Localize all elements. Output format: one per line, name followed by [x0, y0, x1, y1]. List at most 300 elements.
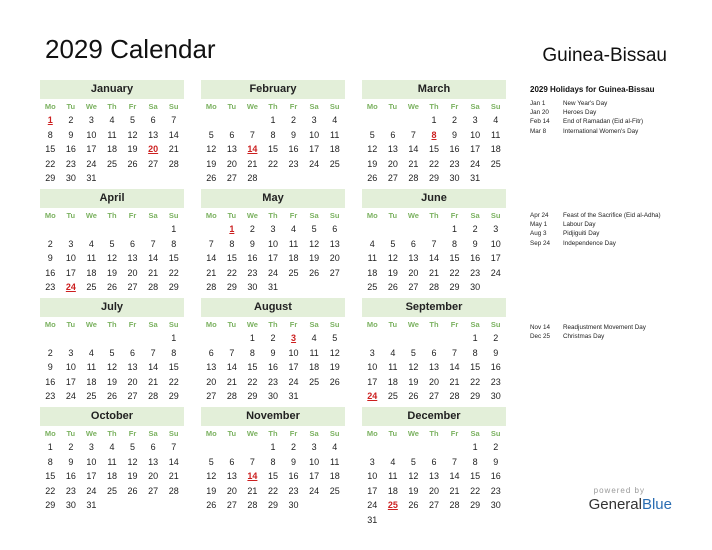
month-february	[201, 80, 345, 186]
holiday-name: Christmas Day	[563, 333, 605, 341]
day-grid	[362, 113, 506, 186]
weekday-label: Mo	[205, 102, 217, 111]
weekday-label: Su	[329, 320, 340, 329]
day-cell: 12	[127, 129, 138, 140]
day-cell: 9	[452, 129, 458, 140]
weekday-label: Fr	[450, 320, 459, 329]
day-cell: 18	[329, 144, 340, 154]
day-cell: 28	[449, 500, 460, 510]
day-cell: 25	[86, 282, 97, 292]
holiday-name: Pidjiguiti Day	[563, 230, 600, 238]
day-cell: 19	[367, 158, 378, 169]
day-cell: 8	[472, 347, 478, 358]
day-cell: 1	[452, 224, 458, 234]
weekday-label: Sa	[309, 429, 319, 438]
day-cell: 17	[309, 144, 320, 154]
month-name: December	[362, 407, 506, 426]
day-cell: 17	[309, 471, 320, 481]
day-cell: 9	[47, 253, 53, 263]
day-cell: 28	[408, 173, 419, 183]
day-cell: 12	[106, 362, 117, 372]
holiday-date: Feb 14	[530, 118, 550, 126]
day-cell: 26	[206, 173, 217, 183]
holiday-item	[530, 99, 643, 108]
day-cell: 11	[330, 456, 340, 467]
day-cell: 25	[86, 391, 97, 401]
day-cell: 18	[387, 485, 398, 496]
day-cell: 12	[206, 144, 217, 154]
day-grid	[40, 113, 184, 186]
empty-cell	[383, 331, 404, 346]
day-cell: 27	[148, 485, 159, 496]
powered-by-text: powered by	[593, 486, 645, 495]
empty-cell	[143, 331, 164, 346]
day-cell: 18	[288, 253, 299, 263]
weekday-label: Fr	[128, 320, 137, 329]
weekday-label: Tu	[66, 429, 76, 438]
day-cell: 23	[449, 158, 460, 169]
day-cell: 22	[45, 485, 56, 496]
empty-cell	[102, 222, 123, 237]
day-cell: 2	[452, 115, 458, 125]
day-cell: 9	[249, 238, 255, 249]
day-cell: 14	[408, 144, 419, 154]
day-cell: 25	[309, 376, 320, 387]
weekday-header	[201, 100, 345, 113]
weekday-label: Sa	[148, 211, 158, 220]
weekday-label: We	[246, 429, 258, 438]
empty-cell	[242, 113, 263, 128]
day-cell: 3	[311, 442, 317, 452]
weekday-label: Th	[268, 211, 278, 220]
weekday-header	[201, 318, 345, 331]
day-cell: 18	[86, 267, 97, 278]
day-cell: 25	[329, 158, 340, 169]
day-cell: 20	[408, 267, 419, 278]
day-cell: 6	[150, 442, 156, 452]
holiday-name: International Women's Day	[563, 127, 639, 135]
day-cell: 30	[65, 173, 76, 183]
day-cell: 28	[226, 391, 237, 401]
day-cell: 24	[490, 267, 501, 278]
day-cell: 13	[148, 456, 159, 467]
day-cell: 13	[226, 144, 237, 154]
day-grid	[40, 331, 184, 418]
day-cell: 10	[367, 362, 378, 372]
day-cell: 16	[288, 471, 299, 481]
day-cell: 27	[408, 282, 419, 292]
day-cell: 3	[369, 347, 375, 358]
weekday-label: Fr	[289, 102, 298, 111]
weekday-label: Su	[329, 429, 340, 438]
day-cell: 11	[107, 129, 117, 140]
day-cell: 6	[130, 347, 136, 358]
day-cell: 2	[47, 238, 53, 249]
day-cell: 15	[247, 362, 258, 372]
day-cell: 26	[206, 500, 217, 510]
weekday-label: Mo	[205, 429, 217, 438]
day-cell: 31	[470, 173, 481, 183]
weekday-label: Fr	[289, 211, 298, 220]
weekday-label: Sa	[470, 211, 480, 220]
day-cell: 23	[65, 485, 76, 496]
day-cell: 23	[288, 158, 299, 169]
weekday-label: Tu	[388, 102, 398, 111]
weekday-label: Tu	[227, 102, 237, 111]
day-cell: 24	[288, 376, 299, 387]
day-cell: 17	[490, 253, 501, 263]
day-cell: 14	[148, 362, 159, 372]
day-cell: 16	[449, 144, 460, 154]
day-grid	[201, 113, 345, 186]
empty-cell	[122, 222, 143, 237]
day-cell: 7	[431, 238, 437, 249]
weekday-label: Su	[329, 102, 340, 111]
day-cell: 7	[229, 347, 235, 358]
day-cell: 19	[206, 158, 217, 169]
day-cell: 14	[226, 362, 237, 372]
empty-cell	[403, 222, 424, 237]
holiday-date: Nov 14	[530, 324, 550, 331]
day-cell: 20	[387, 158, 398, 169]
day-cell: 30	[490, 500, 501, 510]
month-name: April	[40, 189, 184, 208]
day-cell: 29	[470, 500, 481, 510]
day-cell: 13	[408, 253, 419, 263]
day-cell: 13	[428, 471, 439, 481]
day-cell: 8	[171, 238, 177, 249]
holiday-group	[530, 99, 643, 136]
empty-cell	[444, 440, 465, 455]
weekday-label: Th	[429, 320, 439, 329]
weekday-label: Su	[168, 102, 179, 111]
day-cell: 1	[270, 115, 276, 125]
weekday-label: Sa	[470, 320, 480, 329]
month-august	[201, 298, 345, 404]
day-cell: 1	[171, 224, 177, 234]
day-cell: 5	[332, 333, 338, 343]
day-cell: 22	[168, 267, 179, 278]
empty-cell	[362, 440, 383, 455]
empty-cell	[61, 331, 82, 346]
day-cell: 16	[45, 267, 56, 278]
empty-cell	[81, 222, 102, 237]
empty-cell	[201, 331, 222, 346]
day-cell: 16	[65, 144, 76, 154]
empty-cell	[403, 440, 424, 455]
day-cell: 16	[288, 144, 299, 154]
day-cell: 3	[88, 442, 94, 452]
day-cell: 6	[390, 129, 396, 140]
day-cell: 30	[65, 500, 76, 510]
day-cell: 13	[387, 144, 398, 154]
day-cell: 8	[47, 456, 53, 467]
day-cell: 20	[127, 267, 138, 278]
month-october	[40, 407, 184, 513]
day-cell: 9	[493, 347, 499, 358]
empty-cell	[201, 113, 222, 128]
holiday-date: Sep 24	[530, 239, 550, 247]
weekday-header	[362, 100, 506, 113]
day-cell: 5	[311, 224, 317, 234]
day-cell: 24	[65, 391, 76, 401]
day-cell: 30	[490, 391, 501, 401]
day-cell: 18	[367, 267, 378, 278]
day-cell: 6	[130, 238, 136, 249]
day-grid	[201, 440, 345, 513]
day-cell: 26	[106, 391, 117, 401]
weekday-label: We	[246, 320, 258, 329]
holiday-item	[530, 108, 643, 117]
day-cell: 28	[428, 282, 439, 292]
day-cell: 10	[86, 456, 97, 467]
day-cell: 20	[127, 376, 138, 387]
day-cell: 25	[288, 267, 299, 278]
day-cell: 5	[208, 456, 214, 467]
day-cell: 21	[408, 158, 419, 169]
holiday-day-cell: 24	[65, 282, 76, 292]
holiday-day-cell: 20	[148, 144, 159, 154]
day-cell: 2	[270, 333, 276, 343]
weekday-label: Tu	[227, 211, 237, 220]
weekday-header	[201, 209, 345, 222]
day-cell: 6	[431, 456, 437, 467]
day-cell: 27	[387, 173, 398, 183]
holiday-day-cell: 3	[291, 333, 297, 343]
day-cell: 15	[267, 144, 278, 154]
day-cell: 29	[247, 391, 258, 401]
empty-cell	[222, 440, 243, 455]
day-cell: 6	[229, 129, 235, 140]
day-grid	[40, 222, 184, 309]
weekday-label: Th	[107, 102, 117, 111]
empty-cell	[424, 440, 445, 455]
day-cell: 3	[270, 224, 276, 234]
day-cell: 5	[369, 129, 375, 140]
day-cell: 4	[332, 442, 338, 452]
holiday-date: Aug 3	[530, 230, 547, 238]
weekday-label: We	[246, 102, 258, 111]
holiday-name: Independence Day	[563, 239, 616, 247]
day-cell: 23	[45, 282, 56, 292]
weekday-label: Tu	[388, 211, 398, 220]
holiday-day-cell: 14	[247, 144, 258, 154]
day-cell: 7	[452, 456, 458, 467]
day-cell: 3	[311, 115, 317, 125]
day-cell: 8	[171, 347, 177, 358]
day-cell: 15	[45, 144, 56, 154]
day-cell: 4	[390, 347, 396, 358]
day-cell: 20	[226, 485, 237, 496]
day-cell: 17	[65, 267, 76, 278]
holiday-item	[530, 220, 661, 229]
day-cell: 14	[206, 253, 217, 263]
holiday-item	[530, 323, 646, 332]
weekday-label: We	[407, 211, 419, 220]
day-cell: 27	[226, 173, 237, 183]
day-cell: 23	[45, 391, 56, 401]
day-cell: 17	[288, 362, 299, 372]
weekday-label: Th	[429, 429, 439, 438]
weekday-label: Su	[490, 211, 501, 220]
month-january	[40, 80, 184, 186]
weekday-label: Th	[429, 102, 439, 111]
empty-cell	[424, 331, 445, 346]
day-cell: 23	[267, 376, 278, 387]
day-cell: 5	[208, 129, 214, 140]
day-cell: 6	[229, 456, 235, 467]
weekday-label: Sa	[470, 429, 480, 438]
empty-cell	[362, 331, 383, 346]
day-cell: 5	[109, 347, 115, 358]
day-cell: 24	[86, 485, 97, 496]
day-cell: 25	[367, 282, 378, 292]
day-cell: 12	[106, 253, 117, 263]
day-cell: 3	[472, 115, 478, 125]
day-cell: 24	[309, 485, 320, 496]
day-cell: 22	[226, 267, 237, 278]
day-cell: 9	[472, 238, 478, 249]
weekday-label: We	[85, 102, 97, 111]
day-cell: 10	[367, 471, 378, 481]
holiday-name: End of Ramadan (Eid al-Fitr)	[563, 118, 644, 126]
day-cell: 12	[206, 471, 217, 481]
day-cell: 6	[332, 224, 338, 234]
day-cell: 4	[493, 115, 499, 125]
day-cell: 3	[88, 115, 94, 125]
day-cell: 8	[472, 456, 478, 467]
weekday-label: Fr	[450, 429, 459, 438]
day-cell: 21	[148, 376, 159, 387]
weekday-label: Su	[168, 211, 179, 220]
day-cell: 4	[88, 238, 94, 249]
day-cell: 26	[367, 173, 378, 183]
day-cell: 1	[431, 115, 437, 125]
day-cell: 15	[470, 471, 481, 481]
day-cell: 15	[449, 253, 460, 263]
month-may	[201, 189, 345, 295]
holiday-item	[530, 229, 661, 238]
empty-cell	[122, 331, 143, 346]
weekday-label: Mo	[44, 320, 56, 329]
day-cell: 6	[150, 115, 156, 125]
day-cell: 16	[247, 253, 258, 263]
month-name: February	[201, 80, 345, 99]
empty-cell	[403, 113, 424, 128]
weekday-header	[362, 209, 506, 222]
day-cell: 19	[329, 362, 340, 372]
holiday-name: Readjustment Movement Day	[563, 324, 646, 331]
day-cell: 31	[86, 173, 97, 183]
empty-cell	[383, 440, 404, 455]
weekday-label: Fr	[289, 320, 298, 329]
day-cell: 26	[106, 282, 117, 292]
day-cell: 14	[449, 362, 460, 372]
month-name: November	[201, 407, 345, 426]
month-september	[362, 298, 506, 404]
day-cell: 9	[270, 347, 276, 358]
day-cell: 24	[86, 158, 97, 169]
day-cell: 2	[68, 442, 74, 452]
day-cell: 12	[309, 238, 320, 249]
day-cell: 31	[267, 282, 278, 292]
day-cell: 22	[449, 267, 460, 278]
weekday-label: Tu	[227, 429, 237, 438]
day-cell: 30	[267, 391, 278, 401]
day-cell: 24	[367, 500, 378, 510]
brand-logo	[589, 496, 672, 513]
day-grid	[201, 222, 345, 295]
page-title: 2029 Calendar	[45, 34, 216, 64]
day-cell: 1	[472, 442, 478, 452]
day-cell: 6	[410, 238, 416, 249]
weekday-label: Fr	[128, 102, 137, 111]
day-cell: 20	[428, 485, 439, 496]
day-cell: 21	[206, 267, 217, 278]
day-cell: 26	[387, 282, 398, 292]
day-cell: 8	[229, 238, 235, 249]
holiday-date: May 1	[530, 221, 548, 229]
day-cell: 11	[107, 456, 117, 467]
day-cell: 11	[367, 253, 377, 263]
day-cell: 21	[428, 267, 439, 278]
day-cell: 15	[428, 144, 439, 154]
weekday-label: Su	[168, 320, 179, 329]
day-cell: 18	[309, 362, 320, 372]
weekday-label: Mo	[205, 320, 217, 329]
day-cell: 18	[329, 471, 340, 481]
day-cell: 27	[206, 391, 217, 401]
holiday-item	[530, 211, 661, 220]
day-cell: 5	[109, 238, 115, 249]
day-cell: 28	[247, 173, 258, 183]
day-cell: 11	[86, 253, 97, 263]
holiday-day-cell: 1	[229, 224, 235, 234]
day-cell: 10	[267, 238, 278, 249]
day-cell: 14	[148, 253, 159, 263]
weekday-label: Su	[490, 320, 501, 329]
day-cell: 12	[367, 144, 378, 154]
weekday-label: Th	[107, 429, 117, 438]
day-cell: 21	[449, 485, 460, 496]
empty-cell	[362, 113, 383, 128]
day-cell: 20	[428, 376, 439, 387]
day-cell: 26	[329, 376, 340, 387]
empty-cell	[143, 222, 164, 237]
day-cell: 5	[130, 442, 136, 452]
day-cell: 8	[249, 347, 255, 358]
day-cell: 25	[329, 485, 340, 496]
day-cell: 21	[168, 471, 179, 481]
day-cell: 11	[491, 129, 501, 140]
day-cell: 8	[47, 129, 53, 140]
weekday-header	[40, 209, 184, 222]
day-cell: 19	[408, 485, 419, 496]
day-cell: 11	[388, 362, 398, 372]
day-cell: 29	[449, 282, 460, 292]
day-cell: 31	[288, 391, 299, 401]
day-cell: 12	[127, 456, 138, 467]
holiday-item	[530, 117, 643, 126]
weekday-label: Mo	[366, 211, 378, 220]
weekday-label: Fr	[128, 211, 137, 220]
month-july	[40, 298, 184, 418]
day-cell: 24	[470, 158, 481, 169]
day-grid	[362, 440, 506, 527]
day-cell: 2	[493, 442, 499, 452]
day-cell: 9	[47, 362, 53, 372]
day-cell: 27	[428, 500, 439, 510]
